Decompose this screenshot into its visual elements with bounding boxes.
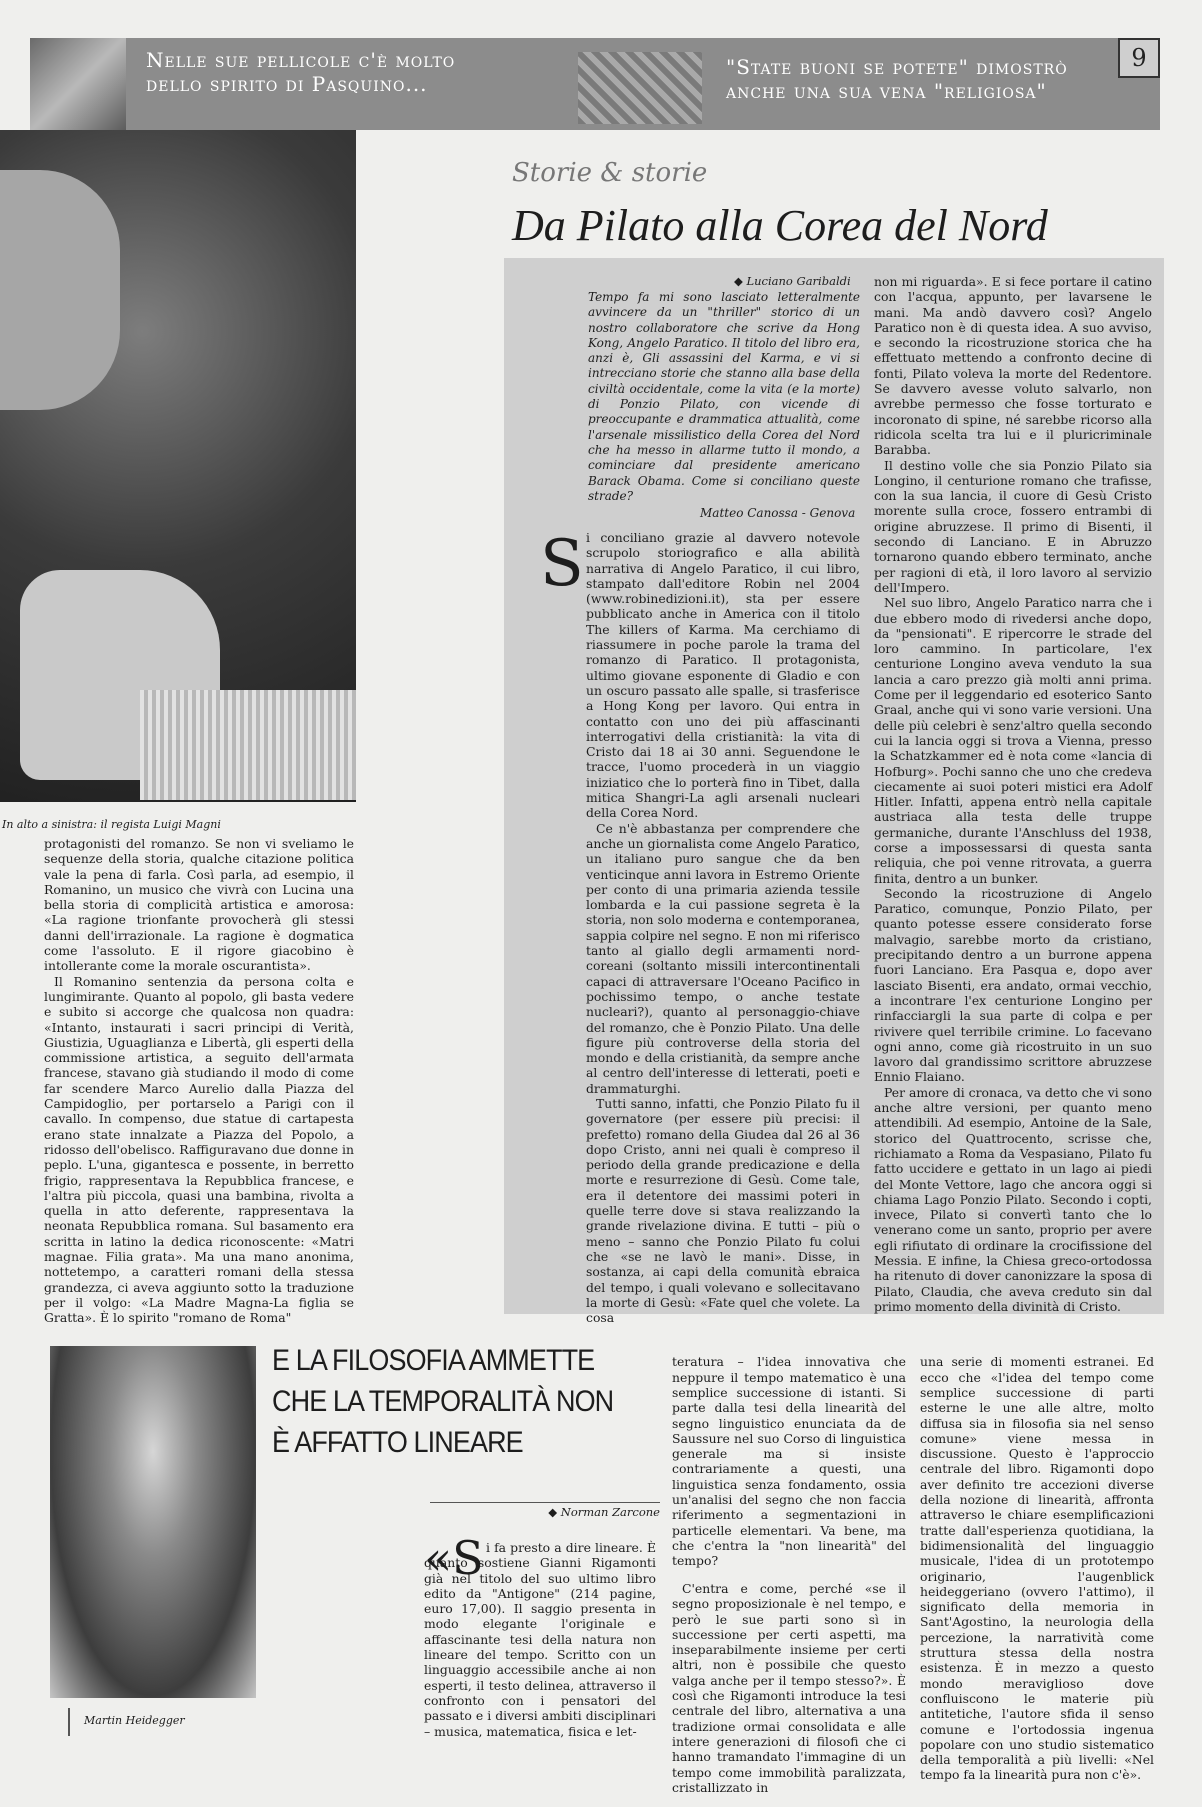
dropcap: S	[540, 527, 584, 601]
paragraph: Ce n'è abbastanza per comprendere che anche un giornalista come Angelo Paratico, un italiano puro sangue che da ben venticinque anni lavora in Estremo Oriente per conto di una primaria azienda tessile lombarda e la cui passione segreta è la storia, non solo moderna e contemporanea, sappia colpire nel segno. E non mi riferisco tanto al giallo degli armamenti nord-coreani (soltanto missili intercontinentali capaci di attraversare l'Oceano Pacifico in pochissimo tempo, o anche testate nucleari?), quanto al personaggio-chiave del romanzo, che è Ponzio Pilato. Una delle figure più controverse della storia del mondo e della cristianità, da sempre anche al centro dell'interesse di letterati, poeti e drammaturghi.	[586, 820, 860, 1096]
article-lead: Tempo fa mi sono lasciato letteralmente avvincere da un "thriller" storico di un nostro collaboratore che scrive da Hong Kong, Angelo Paratico. Il titolo del libro era, anzi è, Gli assassini del Karma, e vi si intrecciano storie che stanno alla base della civiltà occidentale, come la vita (e la morte) di Ponzio Pilato, con vicende di preoccupante e drammatica attualità, come l'arsenale missilistico della Corea del Nord che ha messo in allarme tutto il mondo, a cominciare dal presidente americano Barack Obama. Come si conciliano queste strade?	[588, 290, 860, 503]
paragraph: teratura – l'idea innovativa che neppure il tempo matematico è una semplice successione di istanti. Si parte dalla tesi della linearità del segno linguistico enunciata da de Saussure nel suo Corso di linguistica generale ma si insiste contrariamente a questi, una linguistica senza fondamento, ossia un'analisi del segno che non faccia riferimento a segmentazioni in particelle elementari. Va bene, ma che c'entra la "non linearità" del tempo?	[672, 1354, 906, 1569]
lead-signature: Matteo Canossa - Genova	[700, 506, 856, 520]
teaser-right[interactable]: "State buoni se potete" dimostrò anche una sua vena "religiosa"	[726, 55, 1068, 103]
heidegger-caption: Martin Heidegger	[84, 1714, 185, 1727]
bottom-byline: ◆ Norman Zarcone	[430, 1502, 660, 1519]
page-number: 9	[1118, 38, 1160, 78]
paragraph: Secondo la ricostruzione di Angelo Paratico, comunque, Ponzio Pilato, per quanto potesse essere considerato forse malvagio, sarebbe morto da cristiano, precipitando dentro a un burrone appena fuori Lanciano. Era Pasqua e, dopo aver lasciato Bisenti, era andato, ormai vecchio, a incontrare l'ex centurione Longino per rinfacciargli la sua parte di colpa e per rivivere quel terribile crimine. Lo facevano ogni anno, come già ricostruito in un suo lavoro dal grandissimo scrittore abruzzese Ennio Flaiano.	[874, 885, 1152, 1085]
teaser-left[interactable]: Nelle sue pellicole c'è molto dello spirito di Pasquino...	[146, 48, 456, 96]
bottom-dropcap: «S	[424, 1531, 484, 1585]
photo-lace-shape	[140, 690, 356, 800]
article-column-1	[586, 530, 860, 1325]
article-column-2	[874, 274, 1152, 1314]
paragraph: i conciliano grazie al davvero notevole scrupolo storiografico e alla abilità narrativa di Angelo Paratico, il cui libro, stampato dall'editore Robin nel 2004 (www.robinedizioni.it), sta per essere pubblicato anche in America con il titolo The killers of Karma. Ma cerchiamo di riassumere in poche parole la trama del romanzo di Paratico. Il protagonista, ultimo giovane esponente di Gladio e con un oscuro passato alle spalle, si trasferisce a Hong Kong per lavoro. Qui entra in contatto con uno dei più affascinanti interrogativi della cristianità: la vita di Cristo dai 18 ai 30 anni. Seguendone le tracce, l'uomo procederà in un viaggio iniziatico che lo porterà fino in Tibet, dalla mitica Shangri-La agli arsenali nucleari della Corea Nord.	[586, 530, 860, 821]
bottom-headline: E LA FILOSOFIA AMMETTE CHE LA TEMPORALITÀ NON È AFFATTO LINEARE	[272, 1344, 614, 1459]
paragraph: Tutti sanno, infatti, che Ponzio Pilato fu il governatore (per essere più precisi: il prefetto) romano della Giudea dal 26 al 36 dopo Cristo, anni nei quali è compreso il periodo della grande predicazione e della morte e resurrezione di Gesù. Come tale, era il detentore dei massimi poteri in quelle terre dove si stava realizzando la grande rivelazione divina. E tutti – più o meno – sanno che Ponzio Pilato fu colui che «se ne lavò le mani». Disse, in sostanza, ai capi della comunità ebraica del tempo, i quali volevano e sollecitavano la morte di Gesù: «Fate quel che volete. La cosa	[586, 1095, 860, 1326]
section-rubric: Storie & storie	[512, 158, 708, 188]
photo-luigi-magni	[0, 130, 356, 802]
photo-caption: In alto a sinistra: il regista Luigi Magni	[2, 818, 221, 831]
bottom-column-2	[672, 1342, 906, 1807]
article-byline: ◆ Luciano Garibaldi	[734, 274, 851, 288]
paragraph: Nel suo libro, Angelo Paratico narra che i due ebbero modo di rivedersi anche dopo, da "pensionati". E ripercorre le strade del loro cammino. In particolare, l'ex centurione Longino aveva venduto la sua lancia a caro prezzo già molti anni prima. Come per il leggendario ed esoterico Santo Graal, anche qui vi sono varie versioni. Una delle più celebri è senz'altro quella secondo cui la lancia oggi si trova a Vienna, presso la Schatzkammer ed è nota come «lancia di Hofburg». Pochi sanno che uno che credeva ciecamente ai suoi poteri mistici era Adolf Hitler. Infatti, appena entrò nella capitale austriaca alla testa delle truppe germaniche, durante l'Anschluss del 1938, corse a impossessarsi di questa santa reliquia, che poi venne ritrovata, a guerra finita, dentro a un bunker.	[874, 595, 1152, 886]
teaser-left-thumbnail	[30, 38, 126, 130]
paragraph: Per amore di cronaca, va detto che vi sono anche altre versioni, per quanto meno attendibili. Ad esempio, Antoine de la Sale, storico del Quattrocento, scrisse che, richiamato a Roma da Vespasiano, Pilato fu fatto uccidere e gettato in un lago ai piedi del Monte Vettore, lago che ancora oggi si chiama Lago Ponzio Pilato. Secondo i copti, invece, Pilato si convertì tanto che lo venerano come un santo, proprio per avere egli rifiutato di ordinare la crocifissione del Messia. E infine, la Chiesa greco-ortodossa ha ritenuto di dover canonizzare la sposa di Pilato, Claudia, che aveva creduto sin dal primo momento della divinità di Cristo.	[874, 1084, 1152, 1314]
bottom-column-3	[920, 1342, 1154, 1795]
photo-face-shape	[0, 170, 120, 410]
left-column-text	[44, 836, 354, 1326]
article-headline: Da Pilato alla Corea del Nord	[512, 201, 1048, 250]
paragraph: una serie di momenti estranei. Ed ecco che «l'idea del tempo come semplice successione di parti esterne le une alle altre, molto diffusa sia in filosofia sia nel senso comune» viene messa in discussione. Questo è l'approccio centrale del libro. Rigamonti dopo aver definito tre accezioni diverse della nozione di linearità, affronta attraverso le chiare esemplificazioni tratte dall'esperienza quotidiana, la bidimensionalità del linguaggio musicale, l'idea di un prototempo originario, l'augenblick heideggeriano (ovvero l'attimo), il significato della memoria in Sant'Agostino, la neurologia della percezione, la narratività come struttura stessa della nostra esistenza. È in mezzo a questo mondo meraviglioso dove confluiscono le materie più antitetiche, l'autore sfida il senso comune e l'ortodossia ingenua popolare con uno studio sistematico della temporalità a più livelli: «Nel tempo fa la linearità pura non c'è».	[920, 1354, 1154, 1783]
paragraph: Il destino volle che sia Ponzio Pilato sia Longino, il centurione romano che trafisse, con la sua lancia, il cuore di Gesù Cristo morente sulla croce, fossero entrambi di origine abruzzese. Il primo di Bisenti, il secondo di Lanciano. E in Abruzzo tornarono quando ebbero terminato, anche per ragioni di età, il loro lavoro al servizio dell'Impero.	[874, 457, 1152, 595]
teaser-right-thumbnail	[578, 52, 702, 124]
photo-martin-heidegger	[50, 1346, 256, 1698]
caption-rule	[68, 1708, 70, 1736]
paragraph: C'entra e come, perché «se il segno proposizionale è nel tempo, e però le sue parti sono sì in successione per certi aspetti, ma inseparabilmente insieme per certi altri, non è possibile che questo valga anche per il tempo stesso?». È così che Rigamonti introduce la tesi centrale del libro, alternativa a una tradizione ormai consolidata e alle intere generazioni di filosofi che ci hanno tramandato l'immagine di un tempo come immobilità paralizzata, cristallizzato in	[672, 1580, 906, 1795]
paragraph: i fa presto a dire lineare. È quanto sostiene Gianni Rigamonti già nel titolo del suo ultimo libro edito da "Antigone" (214 pagine, euro 17,00). Il saggio presenta in modo elegante l'originale e affascinante tesi della natura non lineare del tempo. Scritto con un linguaggio accessibile anche ai non esperti, il testo delinea, attraverso il confronto con i pensatori del passato e i diversi ambiti disciplinari – musica, matematica, fisica e let-	[424, 1540, 656, 1739]
paragraph: non mi riguarda». E si fece portare il catino con l'acqua, appunto, per lavarsene le mani. Ma andò davvero così? Angelo Paratico non è di questa idea. A suo avviso, e secondo la ricostruzione storica che ha effettuato mettendo a confronto decine di fonti, Pilato voleva la morte del Redentore. Se davvero avesse voluto salvarlo, non avrebbe permesso che fosse torturato e incoronato di spine, né sarebbe ricorso alla ridicola scelta tra lui e il pluricriminale Barabba.	[874, 274, 1152, 458]
paragraph: protagonisti del romanzo. Se non vi sveliamo le sequenze della storia, qualche citazione politica vale la pena di farla. Così parla, ad esempio, il Romanino, un musico che vivrà con Lucina una bella storia di complicità artistica e amorosa: «La ragione trionfante provocherà gli stessi danni dell'irrazionale. La ragione è dogmatica come l'assoluto. E il rigore giacobino è intollerante come la morale oscurantista».	[44, 836, 354, 974]
paragraph: Il Romanino sentenzia da persona colta e lungimirante. Quanto al popolo, gli basta vedere e subito si accorge che qualcosa non quadra: «Intanto, instaurati i sacri principi di Verità, Giustizia, Uguaglianza e Libertà, gli esperti della commissione artistica, a seguito dell'armata francese, stavano già studiando il modo di come far scendere Marco Aurelio dalla Piazza del Campidoglio, per portarselo a Parigi con il cavallo. In compenso, due statue di cartapesta erano state innalzate a Piazza del Popolo, a ridosso dell'obelisco. Raffiguravano due donne in peplo. L'una, gigantesca e possente, in berretto frigio, rappresentava la Repubblica francese, e l'altra più piccola, quasi una bambina, rivolta a quella in atto deferente, rappresentava la neonata Repubblica romana. Sul basamento era scritta in latino la dedica riconoscente: «Matri magnae. Filia grata». Ma una mano anonima, nottetempo, a caratteri romani della stessa grandezza, ci aveva aggiunto sotto la traduzione per il volgo: «La Madre Magna-La figlia se Gratta». È lo spirito "romano de Roma"	[44, 973, 354, 1326]
bottom-column-1	[424, 1540, 656, 1739]
